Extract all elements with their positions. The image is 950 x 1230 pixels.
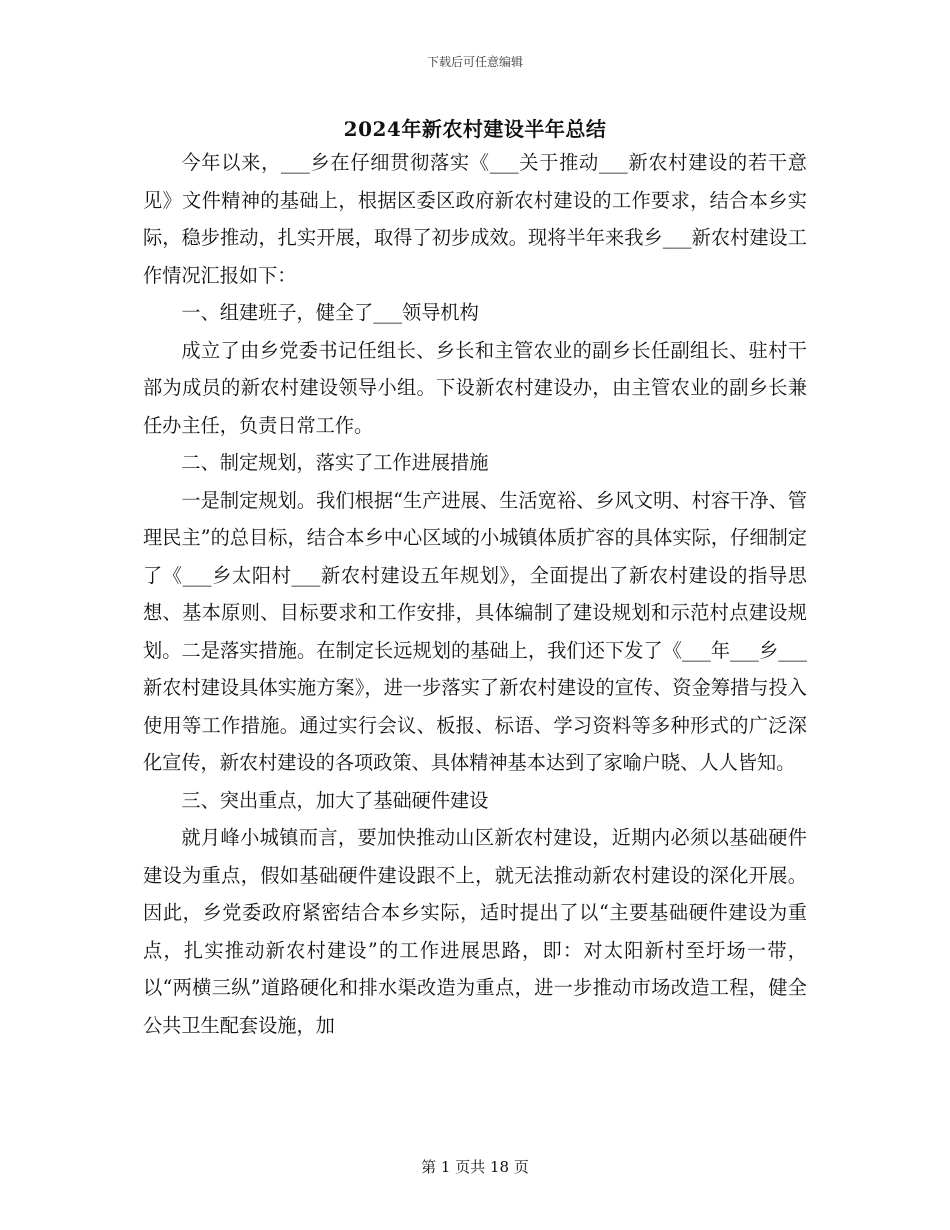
header-note: 下载后可任意编辑 [426,55,523,69]
section-heading-3: 三、突出重点，加大了基础硬件建设 [181,788,489,812]
document-body [143,144,807,1044]
section-paragraph-3: 就月峰小城镇而言，要加快推动山区新农村建设，近期内必须以基础硬件建设为重点，假如基础硬件建设跟不上，就无法推动新农村建设的深化开展。因此，乡党委政府紧密结合本乡实际，适时提出了以“主要基础硬件建设为重点，扎实推动新农村建设”的工作进展思路，即：对太阳新村至圩场一带，以“两横三纵”道路硬化和排水渠改造为重点，进一步推动市场改造工程，健全公共卫生配套设施，加 [143,826,807,1037]
section-paragraph-1: 成立了由乡党委书记任组长、乡长和主管农业的副乡长任副组长、驻村干部为成员的新农村建设领导小组。下设新农村建设办，由主管农业的副乡长兼任办主任，负责日常工作。 [143,338,807,437]
intro-paragraph: 今年以来，___乡在仔细贯彻落实《___关于推动___新农村建设的若干意见》文件精神的基础上，根据区委区政府新农村建设的工作要求，结合本乡实际，稳步推动，扎实开展，取得了初步成效。现将半年来我乡___新农村建设工作情况汇报如下： [143,151,807,287]
section-heading-1: 一、组建班子，健全了___领导机构 [181,301,479,324]
document-title: 2024年新农村建设半年总结 [343,117,607,141]
page-number-footer: 第 1 页共 18 页 [421,1158,529,1176]
section-heading-2: 二、制定规划，落实了工作进展措施 [181,451,489,474]
section-paragraph-2: 一是制定规划。我们根据“生产进展、生活宽裕、乡风文明、村容干净、管理民主”的总目标，结合本乡中心区域的小城镇体质扩容的具体实际，仔细制定了《___乡太阳村___新农村建设五年规划》，全面提出了新农村建设的指导思想、基本原则、目标要求和工作安排，具体编制了建设规划和示范村点建设规划。二是落实措施。在制定长远规划的基础上，我们还下发了《___年___乡___新农村建设具体实施方案》，进一步落实了新农村建设的宣传、资金筹措与投入使用等工作措施。通过实行会议、板报、标语、学习资料等多种形式的广泛深化宣传，新农村建设的各项政策、具体精神基本达到了家喻户晓、人人皆知。 [143,488,807,774]
